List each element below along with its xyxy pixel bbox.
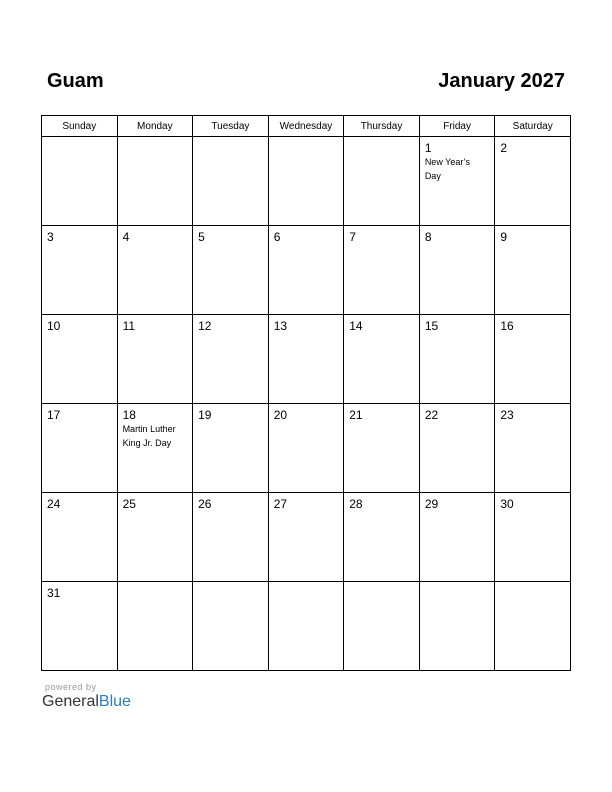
day-number [344,137,419,141]
day-cell [268,404,344,493]
day-cell [344,582,420,671]
day-cell [42,404,118,493]
day-cell [42,137,118,226]
day-number [118,582,193,586]
day-number: 7 [349,230,356,244]
day-cell [495,582,571,671]
day-number: 22 [424,408,439,422]
day-number: 10 [47,319,61,333]
day-cell [193,315,269,404]
day-cell [419,404,495,493]
day-number [193,137,268,141]
powered-by-label: powered by [45,682,97,692]
day-number [118,137,193,141]
day-number: 13 [273,319,288,333]
day-number: 24 [47,497,61,511]
day-cell [495,493,571,582]
day-number: 25 [122,497,136,511]
day-number: 19 [198,408,212,422]
day-cell [117,137,193,226]
day-number: 15 [424,319,439,333]
day-cell [193,137,269,226]
day-cell [193,404,269,493]
day-number: 28 [349,497,363,511]
day-number: 20 [273,408,288,422]
day-number: 21 [349,408,363,422]
day-number: 26 [198,497,212,511]
day-cell [419,493,495,582]
day-cell [268,493,344,582]
month-title: January 2027 [438,70,565,92]
weekday-header-sunday: Sunday [42,116,118,137]
generalblue-logo[interactable] [42,693,131,711]
day-number: 2 [500,141,508,155]
week-row [42,226,571,315]
day-cell [268,582,344,671]
day-number: 12 [198,319,212,333]
region-title: Guam [47,70,104,92]
day-number [495,582,570,586]
day-cell [344,226,420,315]
day-cell [495,137,571,226]
day-number: 6 [273,230,281,244]
day-cell [117,315,193,404]
day-number [420,582,495,586]
weekday-header-saturday: Saturday [495,116,571,137]
day-number: 27 [273,497,288,511]
day-cell [495,226,571,315]
day-cell [117,582,193,671]
day-cell [419,226,495,315]
weekday-header-row [42,116,571,137]
day-cell [344,404,420,493]
day-cell [42,493,118,582]
day-number: 4 [122,230,130,244]
brand-blue-text: Blue [98,693,131,710]
weekday-header-friday: Friday [419,116,495,137]
day-number: 11 [122,319,136,333]
weekday-header-wednesday: Wednesday [268,116,344,137]
week-row [42,582,571,671]
day-cell [268,315,344,404]
weekday-header-monday: Monday [117,116,193,137]
day-number: 29 [424,497,439,511]
day-cell [419,315,495,404]
day-cell [42,226,118,315]
brand-general-text: General [42,693,99,710]
day-cell [193,493,269,582]
day-number: 8 [424,230,432,244]
day-cell [495,315,571,404]
day-cell [419,137,495,226]
day-cell [117,493,193,582]
holiday-label: Martin Luther King Jr. Day [122,424,176,448]
week-row [42,315,571,404]
week-row [42,493,571,582]
day-number: 5 [198,230,205,244]
weekday-header-tuesday: Tuesday [193,116,269,137]
day-cell [419,582,495,671]
day-number: 9 [500,230,508,244]
day-number: 16 [500,319,514,333]
day-cell [268,226,344,315]
day-cell [268,137,344,226]
holiday-label: New Year’s Day [424,157,471,181]
calendar-body [42,137,571,671]
day-number [269,582,344,586]
day-number [344,582,419,586]
week-row [42,137,571,226]
day-number: 1 [424,141,432,155]
day-number [269,137,344,141]
day-number [42,137,117,141]
day-cell [344,315,420,404]
day-cell [344,137,420,226]
day-number: 31 [47,586,61,600]
day-number: 23 [500,408,514,422]
weekday-header-thursday: Thursday [344,116,420,137]
day-number: 17 [47,408,61,422]
day-cell [495,404,571,493]
day-cell [117,404,193,493]
day-number: 30 [500,497,514,511]
day-number [193,582,268,586]
week-row [42,404,571,493]
day-cell [42,582,118,671]
day-cell [344,493,420,582]
calendar-grid [41,115,571,671]
day-cell [193,226,269,315]
day-cell [42,315,118,404]
day-number: 3 [47,230,54,244]
day-number: 18 [122,408,136,422]
day-cell [193,582,269,671]
day-cell [117,226,193,315]
day-number: 14 [349,319,363,333]
